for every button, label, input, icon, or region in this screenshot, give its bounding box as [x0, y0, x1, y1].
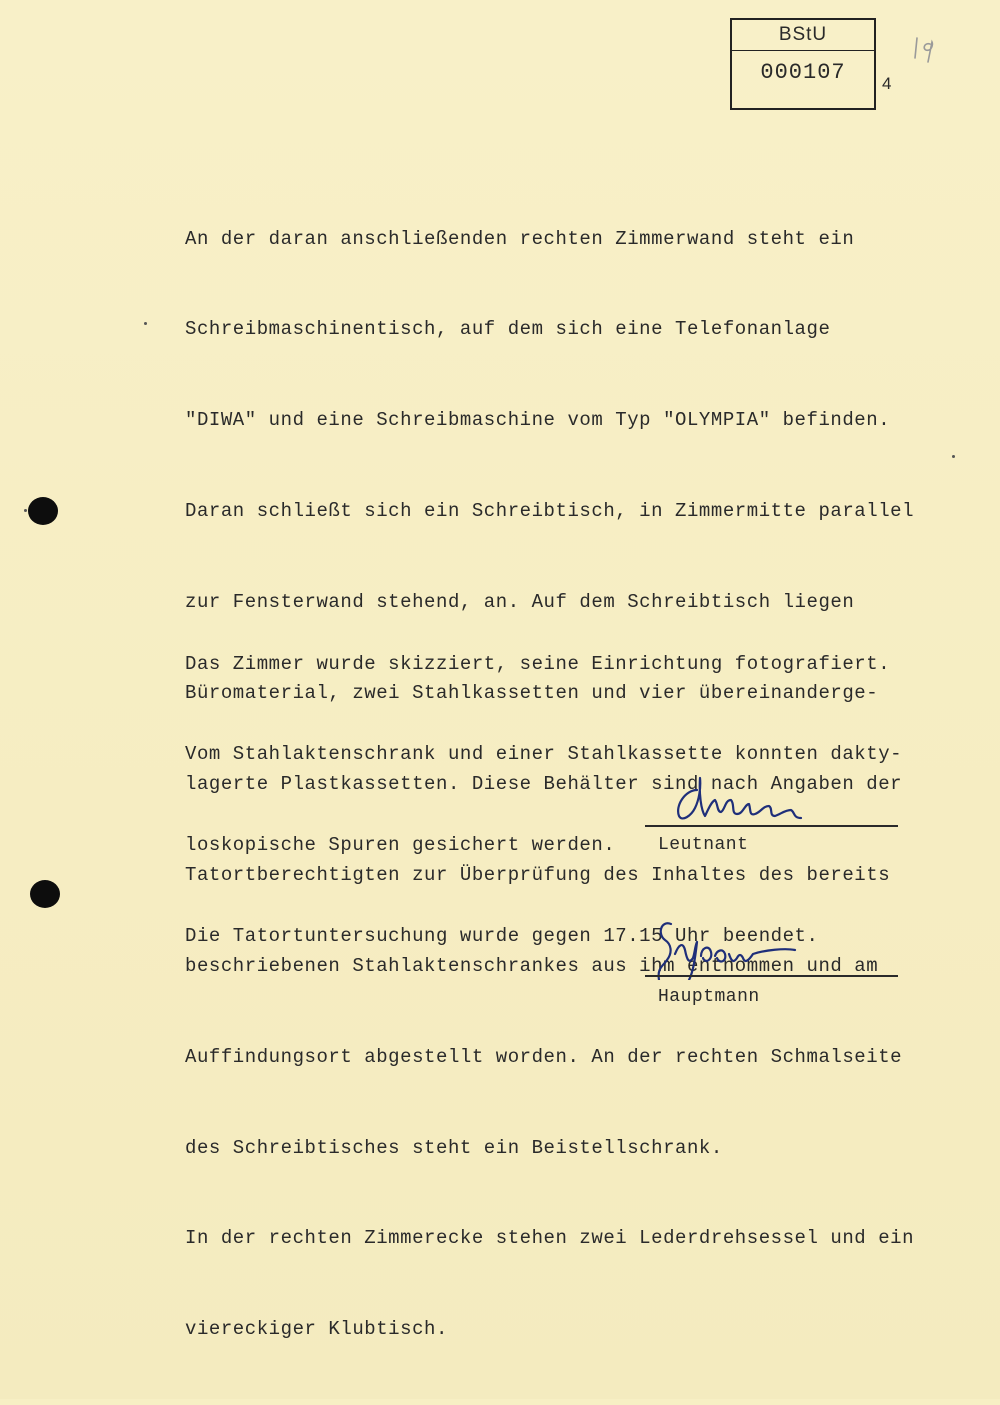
- text-line: Auffindungsort abgestellt worden. An der rechten Schmalseite: [185, 1045, 903, 1068]
- text-line: Vom Stahlaktenschrank und einer Stahlkassette konnten dakty-: [185, 743, 903, 766]
- paper-speck: [952, 455, 955, 458]
- text-line: zur Fensterwand stehend, an. Auf dem Schreibtisch liegen: [185, 591, 855, 614]
- text-line: viereckiger Klubtisch.: [185, 1318, 448, 1341]
- text-line: loskopische Spuren gesichert werden.: [185, 834, 616, 857]
- punch-hole: [30, 880, 60, 908]
- signatory-rank: Hauptmann: [658, 987, 760, 1007]
- stamp-divider: [732, 50, 874, 51]
- signature-line: [645, 975, 898, 977]
- page-number: 4: [882, 74, 892, 93]
- text-line: "DIWA" und eine Schreibmaschine vom Typ "OLYMPIA" befinden.: [185, 409, 891, 432]
- punch-hole: [28, 497, 58, 525]
- text-line: Büromaterial, zwei Stahlkassetten und vier übereinanderge-: [185, 682, 879, 705]
- signatory-rank: Leutnant: [658, 835, 749, 855]
- stamp-number: 000107: [760, 60, 846, 85]
- text-line: Tatortberechtigten zur Überprüfung des Inhaltes des bereits: [185, 863, 891, 886]
- text-line: des Schreibtisches steht ein Beistellschrank.: [185, 1136, 723, 1159]
- text-line: beschriebenen Stahlaktenschrankes aus ihm entnommen und am: [185, 954, 879, 977]
- signature-line: [645, 825, 898, 827]
- paper-speck: [24, 509, 27, 512]
- signature-block-hauptmann: [645, 910, 898, 1010]
- text-line: An der daran anschließenden rechten Zimmerwand steht ein: [185, 227, 855, 250]
- archive-stamp: [730, 18, 876, 110]
- handwritten-folio-number: [912, 34, 938, 64]
- text-line: Die Tatortuntersuchung wurde gegen 17.15 Uhr beendet.: [185, 925, 819, 948]
- text-line: Schreibmaschinentisch, auf dem sich eine Telefonanlage: [185, 318, 831, 341]
- stamp-archive-name: BStU: [778, 24, 828, 45]
- paper-speck: [144, 322, 147, 325]
- text-line: lagerte Plastkassetten. Diese Behälter sind nach Angaben der: [185, 772, 903, 795]
- text-line: Das Zimmer wurde skizziert, seine Einrichtung fotografiert.: [185, 652, 891, 675]
- handwritten-signature-sydow: [645, 910, 898, 980]
- handwritten-signature-merten: [645, 760, 898, 830]
- text-line: In der rechten Zimmerecke stehen zwei Lederdrehsessel und ein: [185, 1227, 915, 1250]
- text-line: Daran schließt sich ein Schreibtisch, in Zimmermitte parallel: [185, 500, 915, 523]
- signature-block-leutnant: [645, 760, 898, 860]
